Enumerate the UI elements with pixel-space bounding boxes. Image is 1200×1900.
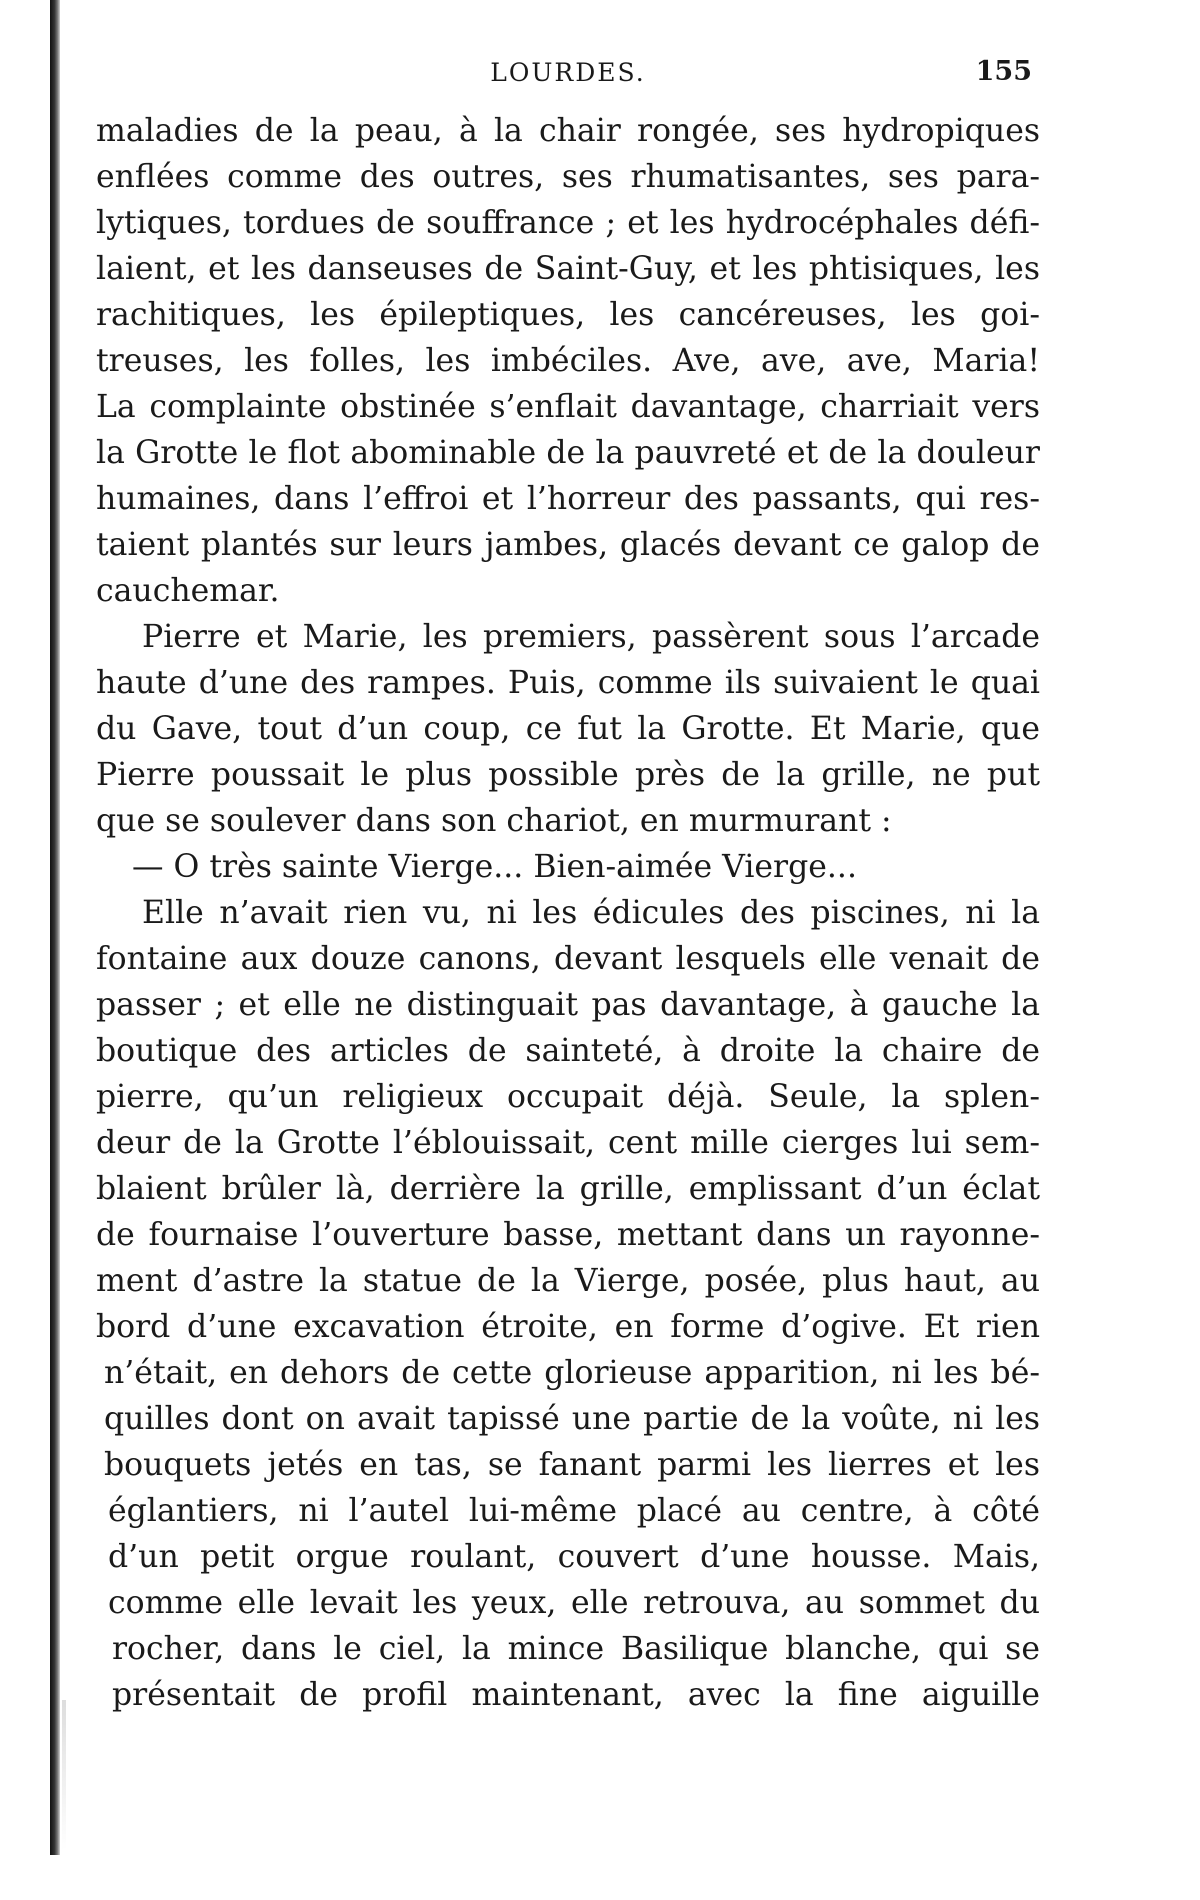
text-line: haute d’une des rampes. Puis, comme ils suivaient le quai [96,665,1040,701]
text-line: comme elle levait les yeux, elle retrouva, au sommet du [108,1585,1040,1621]
paragraph-start-line: Pierre et Marie, les premiers, passèrent sous l’arcade [142,619,1040,655]
text-line: du Gave, tout d’un coup, ce fut la Grotte. Et Marie, que [96,711,1040,747]
text-line: présentait de profil maintenant, avec la fine aiguille [112,1677,1040,1713]
text-line: bord d’une excavation étroite, en forme d’ogive. Et rien [96,1309,1040,1345]
text-line: humaines, dans l’effroi et l’horreur des passants, qui res- [96,481,1040,517]
text-line: laient, et les danseuses de Saint-Guy, et les phtisiques, les [96,251,1040,287]
text-line: d’un petit orgue roulant, couvert d’une housse. Mais, [108,1539,1040,1575]
text-line: deur de la Grotte l’éblouissait, cent mille cierges lui sem- [96,1125,1040,1161]
text-line: passer ; et elle ne distinguait pas davantage, à gauche la [96,987,1040,1023]
text-line: pierre, qu’un religieux occupait déjà. Seule, la splen- [96,1079,1040,1115]
text-line: églantiers, ni l’autel lui-même placé au centre, à côté [108,1493,1040,1529]
text-line: treuses, les folles, les imbéciles. Ave, ave, ave, Maria! [96,343,1040,379]
page-number: 155 [975,56,1032,87]
text-line: La complainte obstinée s’enflait davantage, charriait vers [96,389,1040,425]
text-line: rocher, dans le ciel, la mince Basilique blanche, qui se [112,1631,1040,1667]
text-line: bouquets jetés en tas, se fanant parmi les lierres et les [104,1447,1040,1483]
text-line: de fournaise l’ouverture basse, mettant dans un rayonne- [96,1217,1040,1253]
page-body [96,108,1040,1718]
binding-edge [50,0,60,1855]
running-header [96,52,1040,92]
text-line: la Grotte le flot abominable de la pauvreté et de la douleur [96,435,1040,471]
text-line: rachitiques, les épileptiques, les cancéreuses, les goi- [96,297,1040,333]
text-line: n’était, en dehors de cette glorieuse apparition, ni les bé- [104,1355,1040,1391]
text-line: fontaine aux douze canons, devant lesquels elle venait de [96,941,1040,977]
binding-shadow [62,1700,66,1850]
text-line: cauchemar. [96,573,280,609]
text-line: enflées comme des outres, ses rhumatisantes, ses para- [96,159,1040,195]
text-line: maladies de la peau, à la chair rongée, ses hydropiques [96,113,1040,149]
dialogue-line: — O très sainte Vierge... Bien-aimée Vierge... [132,849,857,885]
text-line: que se soulever dans son chariot, en murmurant : [96,803,892,839]
text-line: boutique des articles de sainteté, à droite la chaire de [96,1033,1040,1069]
text-line: ment d’astre la statue de la Vierge, posée, plus haut, au [96,1263,1040,1299]
text-line: taient plantés sur leurs jambes, glacés devant ce galop de [96,527,1040,563]
running-title: LOURDES. [490,58,646,87]
text-line: blaient brûler là, derrière la grille, emplissant d’un éclat [96,1171,1040,1207]
text-line: quilles dont on avait tapissé une partie de la voûte, ni les [104,1401,1040,1437]
paragraph-start-line: Elle n’avait rien vu, ni les édicules des piscines, ni la [142,895,1040,931]
text-line: Pierre poussait le plus possible près de la grille, ne put [96,757,1040,793]
text-line: lytiques, tordues de souffrance ; et les hydrocéphales défi- [96,205,1040,241]
